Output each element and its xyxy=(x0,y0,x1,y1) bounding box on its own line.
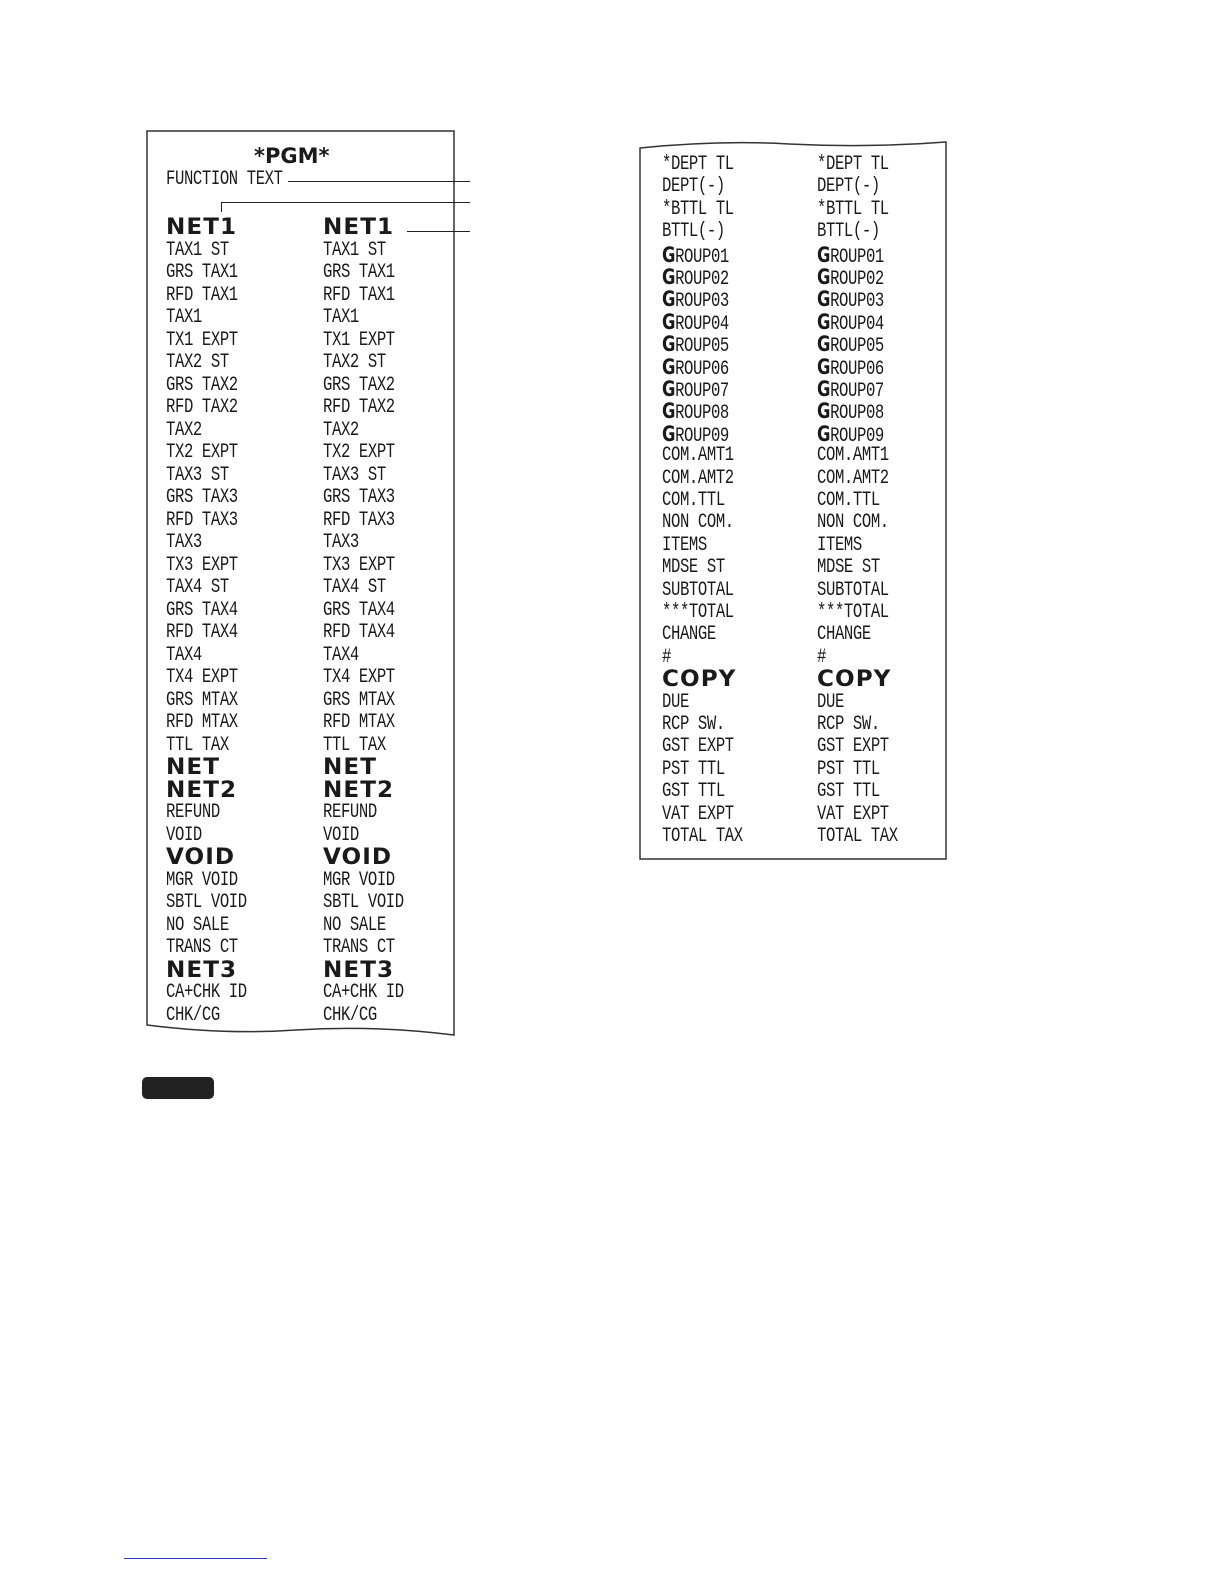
receipt-line: CA+CHK ID xyxy=(323,981,404,1004)
receipt-line: COM.AMT2 xyxy=(817,466,889,490)
receipt-line: GROUP04 xyxy=(817,309,884,336)
receipt-line: VOID xyxy=(323,845,393,870)
receipt-line: ***TOTAL xyxy=(662,601,734,624)
receipt-line: NET3 xyxy=(166,957,238,983)
receipt-line: SBTL VOID xyxy=(166,891,247,914)
receipt-line: TAX1 xyxy=(166,306,202,329)
receipt-line: SBTL VOID xyxy=(323,891,404,914)
receipt-title: *PGM* xyxy=(254,144,330,168)
receipt-line: SUBTOTAL xyxy=(662,578,734,602)
receipt-line: DUE xyxy=(817,690,844,714)
receipt-line: GROUP08 xyxy=(662,399,729,426)
receipt-line: RFD TAX4 xyxy=(166,621,238,644)
receipt-line: TAX3 ST xyxy=(323,463,386,487)
receipt-header: FUNCTION TEXT xyxy=(166,168,283,191)
receipt-line: NO SALE xyxy=(323,913,386,937)
receipt-line: NET1 xyxy=(166,215,238,240)
receipt-line: TAX3 xyxy=(323,531,359,554)
receipt-line: GST TTL xyxy=(662,780,725,804)
receipt-line: GROUP05 xyxy=(662,332,729,359)
receipt-line: TAX4 xyxy=(323,643,359,667)
footer-link-underline xyxy=(124,1558,267,1559)
callout-line-function-text xyxy=(288,181,470,182)
receipt-line: VOID xyxy=(166,845,236,870)
receipt-line: NET xyxy=(166,755,221,780)
receipt-line: TAX4 ST xyxy=(166,576,229,599)
receipt-line: RFD TAX4 xyxy=(323,621,395,644)
receipt-line: RFD TAX1 xyxy=(323,283,395,307)
receipt-line: COPY xyxy=(662,667,737,693)
receipt-line: CHANGE xyxy=(662,623,716,647)
receipt-line: TX2 EXPT xyxy=(166,441,238,464)
receipt-line: TX1 EXPT xyxy=(323,328,395,352)
receipt-line: VAT EXPT xyxy=(662,802,734,826)
receipt-line: NET xyxy=(323,755,378,780)
receipt-line: CA+CHK ID xyxy=(166,981,247,1004)
note-badge xyxy=(142,1077,214,1099)
receipt-line: RFD TAX2 xyxy=(323,396,395,419)
receipt-line: *BTTL TL xyxy=(662,197,734,221)
receipt-line: *DEPT TL xyxy=(662,153,734,176)
receipt-line: GRS TAX3 xyxy=(166,486,238,509)
receipt-line: VAT EXPT xyxy=(817,802,889,826)
receipt-line: RFD TAX1 xyxy=(166,283,238,307)
receipt-line: NET3 xyxy=(323,957,395,983)
receipt-line: GROUP08 xyxy=(817,399,884,426)
receipt-line: DEPT(-) xyxy=(662,175,725,199)
receipt-line: RFD MTAX xyxy=(166,711,238,734)
receipt-line: TOTAL TAX xyxy=(662,825,743,848)
receipt-line: GRS TAX2 xyxy=(166,373,238,397)
receipt-line: NET2 xyxy=(323,777,395,803)
receipt-line: VOID xyxy=(323,823,359,847)
right-receipt xyxy=(639,140,949,862)
receipt-line: REFUND xyxy=(323,801,377,824)
receipt-line: NET1 xyxy=(323,215,395,240)
receipt-line: GROUP05 xyxy=(817,332,884,359)
receipt-line: PST TTL xyxy=(662,757,725,781)
receipt-line: BTTL(-) xyxy=(662,220,725,244)
receipt-line: COM.TTL xyxy=(662,489,725,512)
receipt-line: GROUP01 xyxy=(817,242,884,269)
receipt-line: BTTL(-) xyxy=(817,220,880,244)
receipt-line: # xyxy=(662,645,671,669)
receipt-line: GROUP09 xyxy=(662,421,729,448)
receipt-line: ***TOTAL xyxy=(817,601,889,624)
callout-line-net1-left xyxy=(221,202,470,203)
receipt-line: TX4 EXPT xyxy=(166,666,238,689)
receipt-line: TAX3 xyxy=(166,531,202,554)
callout-line-net1-left-tick xyxy=(221,202,222,212)
receipt-line: RFD MTAX xyxy=(323,711,395,734)
receipt-line: TAX3 ST xyxy=(166,463,229,487)
receipt-line: GROUP02 xyxy=(817,265,884,291)
receipt-line: GRS TAX4 xyxy=(166,598,238,622)
receipt-line: GROUP03 xyxy=(817,287,884,314)
receipt-line: COM.AMT1 xyxy=(662,444,734,468)
receipt-line: *BTTL TL xyxy=(817,197,889,221)
receipt-line: NET2 xyxy=(166,777,238,803)
left-receipt xyxy=(146,130,458,1042)
receipt-line: TAX2 xyxy=(323,418,359,442)
receipt-line: DEPT(-) xyxy=(817,175,880,199)
receipt-line: GRS MTAX xyxy=(323,688,395,712)
receipt-line: TX3 EXPT xyxy=(166,553,238,577)
receipt-line: COM.TTL xyxy=(817,489,880,512)
receipt-line: GROUP01 xyxy=(662,242,729,269)
receipt-line: TTL TAX xyxy=(323,733,386,757)
receipt-line: GROUP07 xyxy=(817,377,884,403)
receipt-line: TTL TAX xyxy=(166,733,229,757)
receipt-line: NON COM. xyxy=(662,511,734,535)
receipt-line: # xyxy=(817,645,826,669)
receipt-line: *DEPT TL xyxy=(817,153,889,176)
receipt-line: RFD TAX3 xyxy=(323,508,395,532)
receipt-line: TAX2 xyxy=(166,418,202,442)
receipt-line: TX4 EXPT xyxy=(323,666,395,689)
receipt-line: GST TTL xyxy=(817,780,880,804)
receipt-line: TAX2 ST xyxy=(323,351,386,374)
receipt-line: RCP SW. xyxy=(817,713,880,736)
receipt-line: MDSE ST xyxy=(817,556,880,580)
receipt-line: MGR VOID xyxy=(166,868,238,892)
receipt-line: ITEMS xyxy=(662,533,707,557)
receipt-line: GRS TAX3 xyxy=(323,486,395,509)
receipt-line: GROUP06 xyxy=(817,354,884,381)
receipt-line: TAX4 ST xyxy=(323,576,386,599)
receipt-line: TAX4 xyxy=(166,643,202,667)
receipt-line: GRS TAX2 xyxy=(323,373,395,397)
receipt-line: MGR VOID xyxy=(323,868,395,892)
receipt-line: RFD TAX3 xyxy=(166,508,238,532)
receipt-line: GST EXPT xyxy=(662,735,734,759)
receipt-line: COM.AMT1 xyxy=(817,444,889,468)
receipt-line: NO SALE xyxy=(166,913,229,937)
receipt-line: ITEMS xyxy=(817,533,862,557)
receipt-line: GROUP04 xyxy=(662,309,729,336)
receipt-line: VOID xyxy=(166,823,202,847)
receipt-line: GRS MTAX xyxy=(166,688,238,712)
receipt-line: GST EXPT xyxy=(817,735,889,759)
receipt-line: RFD TAX2 xyxy=(166,396,238,419)
receipt-line: TRANS CT xyxy=(323,936,395,959)
receipt-line: GROUP03 xyxy=(662,287,729,314)
receipt-line: GRS TAX1 xyxy=(323,261,395,284)
receipt-line: TAX1 ST xyxy=(323,238,386,262)
receipt-line: CHK/CG xyxy=(166,1003,220,1027)
receipt-line: MDSE ST xyxy=(662,556,725,580)
receipt-line: CHANGE xyxy=(817,623,871,647)
receipt-line: NON COM. xyxy=(817,511,889,535)
receipt-line: TAX1 ST xyxy=(166,238,229,262)
receipt-line: TX3 EXPT xyxy=(323,553,395,577)
receipt-line: TRANS CT xyxy=(166,936,238,959)
receipt-line: GROUP07 xyxy=(662,377,729,403)
receipt-line: REFUND xyxy=(166,801,220,824)
receipt-line: TX2 EXPT xyxy=(323,441,395,464)
receipt-line: GROUP02 xyxy=(662,265,729,291)
receipt-line: DUE xyxy=(662,690,689,714)
receipt-line: TAX1 xyxy=(323,306,359,329)
callout-line-net1-right xyxy=(407,231,470,232)
receipt-line: COM.AMT2 xyxy=(662,466,734,490)
receipt-line: GRS TAX4 xyxy=(323,598,395,622)
receipt-line: TAX2 ST xyxy=(166,351,229,374)
receipt-line: GROUP06 xyxy=(662,354,729,381)
receipt-line: TOTAL TAX xyxy=(817,825,898,848)
receipt-line: GRS TAX1 xyxy=(166,261,238,284)
receipt-line: RCP SW. xyxy=(662,713,725,736)
receipt-line: CHK/CG xyxy=(323,1003,377,1027)
receipt-line: TX1 EXPT xyxy=(166,328,238,352)
receipt-line: SUBTOTAL xyxy=(817,578,889,602)
receipt-line: GROUP09 xyxy=(817,421,884,448)
receipt-line: COPY xyxy=(817,667,892,693)
receipt-line: PST TTL xyxy=(817,757,880,781)
